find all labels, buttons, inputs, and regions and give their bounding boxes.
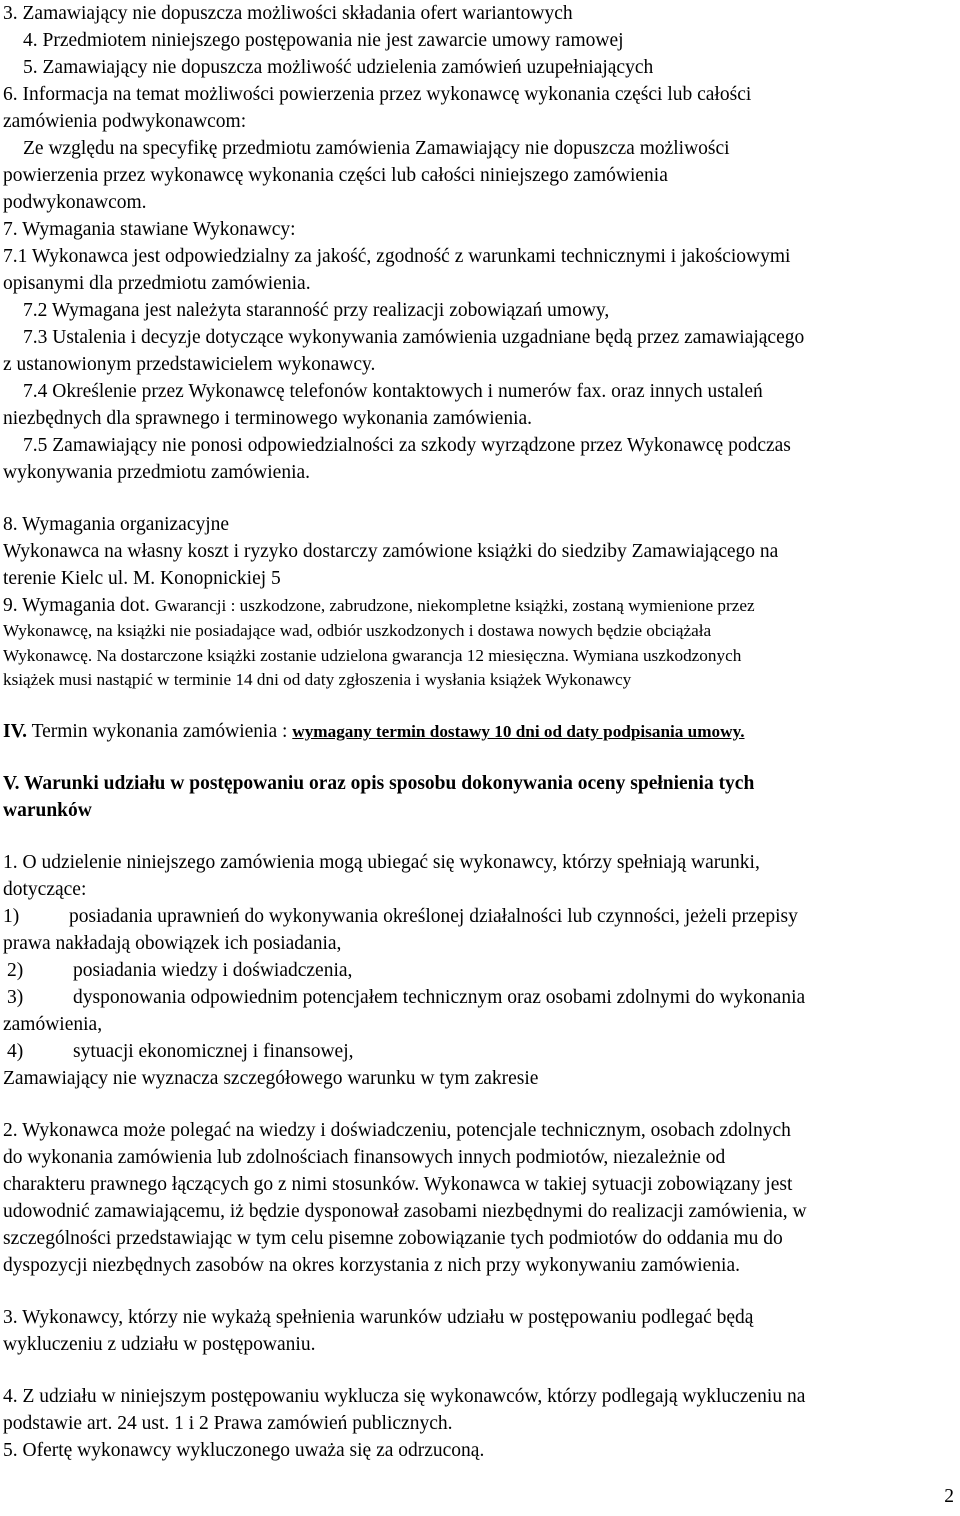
item-9-line-4: książek musi nastąpić w terminie 14 dni od daty zgłoszenia i wysłania książek Wykonawcy — [3, 670, 632, 689]
condition-item-1 — [3, 903, 953, 930]
item-9-lead: 9. Wymagania dot. — [3, 595, 155, 616]
section-v-title-cont: warunków — [3, 799, 92, 821]
item-9-line-3: Wykonawcę. Na dostarczone książki zostanie udzielona gwarancja 12 miesięczna. Wymiana uszkodzonych — [3, 645, 742, 665]
item-6-text-end: podwykonawcom. — [3, 192, 147, 213]
item-7-5-cont: wykonywania przedmiotu zamówienia. — [3, 462, 311, 483]
condition-1-note: Zamawiający nie wyznacza szczegółowego warunku w tym zakresie — [3, 1067, 539, 1089]
item-5: 5. Zamawiający nie dopuszcza możliwość udzielenia zamówień uzupełniających — [23, 57, 654, 78]
condition-item-1-num: 1) — [3, 905, 20, 927]
condition-2-line-3: charakteru prawnego łączących go z nimi stosunków. Wykonawca w takiej sytuacji zobowiązany jest — [3, 1173, 793, 1195]
condition-item-3-text: dysponowania odpowiednim potencjałem technicznym oraz osobami zdolnymi do wykonania — [73, 986, 806, 1008]
condition-1-intro-cont: dotyczące: — [3, 878, 87, 900]
condition-item-1-text: posiadania uprawnień do wykonywania określonej działalności lub czynności, jeżeli przepisy — [69, 905, 798, 927]
item-9-guarantee: Gwarancji : uszkodzone, zabrudzone, niekompletne książki, zostaną wymienione przez — [154, 596, 755, 615]
section-iv-deadline: wymagany termin dostawy 10 dni od daty podpisania umowy. — [292, 721, 745, 741]
condition-item-3 — [3, 984, 953, 1011]
section-iv — [3, 718, 953, 745]
condition-3-line-2: wykluczeniu z udziału w postępowaniu. — [3, 1333, 316, 1355]
item-7-5: 7.5 Zamawiający nie ponosi odpowiedzialności za szkody wyrządzone przez Wykonawcę podczas — [23, 435, 791, 456]
condition-item-2 — [3, 957, 953, 984]
item-8-heading: 8. Wymagania organizacyjne — [3, 514, 230, 535]
condition-4-line-2: podstawie art. 24 ust. 1 i 2 Prawa zamówień publicznych. — [3, 1412, 453, 1434]
section-iv-text: Termin wykonania zamówienia : — [27, 720, 293, 742]
item-7-4-cont: niezbędnych dla sprawnego i terminowego wykonania zamówienia. — [3, 408, 533, 429]
item-6-text-cont: powierzenia przez wykonawcę wykonania części lub całości niniejszego zamówienia — [3, 165, 668, 186]
item-7-3-cont: z ustanowionym przedstawicielem wykonawcy. — [3, 354, 376, 375]
item-6-heading-cont: zamówienia podwykonawcom: — [3, 111, 247, 132]
condition-5: 5. Ofertę wykonawcy wykluczonego uważa się za odrzuconą. — [3, 1439, 485, 1461]
condition-2-line-5: szczególności przedstawiając w tym celu pisemne zobowiązanie tych podmiotów do oddania mu do — [3, 1227, 783, 1249]
condition-item-4-text: sytuacji ekonomicznej i finansowej, — [73, 1040, 354, 1062]
condition-item-2-text: posiadania wiedzy i doświadczenia, — [73, 959, 353, 981]
condition-item-3-num: 3) — [7, 986, 24, 1008]
item-6-heading: 6. Informacja na temat możliwości powierzenia przez wykonawcę wykonania części lub całości — [3, 84, 752, 105]
item-7-1: 7.1 Wykonawca jest odpowiedzialny za jakość, zgodność z warunkami technicznymi i jakościowymi — [3, 246, 791, 267]
item-7-1-cont: opisanymi dla przedmiotu zamówienia. — [3, 273, 311, 294]
section-v-title: V. Warunki udziału w postępowaniu oraz opis sposobu dokonywania oceny spełnienia tych — [3, 772, 755, 794]
condition-3-line-1: 3. Wykonawcy, którzy nie wykażą spełnienia warunków udziału w postępowaniu podlegać będą — [3, 1306, 754, 1328]
condition-item-2-num: 2) — [7, 959, 24, 981]
condition-2-line-1: 2. Wykonawca może polegać na wiedzy i doświadczeniu, potencjale technicznym, osobach zdolnych — [3, 1119, 791, 1141]
item-9-heading — [3, 592, 953, 619]
condition-4-line-1: 4. Z udziału w niniejszym postępowaniu wyklucza się wykonawców, którzy podlegają wykluczeniu na — [3, 1385, 806, 1407]
condition-item-4 — [3, 1038, 953, 1065]
condition-1-intro: 1. O udzielenie niniejszego zamówienia mogą ubiegać się wykonawcy, którzy spełniają warunki, — [3, 851, 760, 873]
document-page — [3, 0, 953, 1464]
condition-2-line-6: dyspozycji niezbędnych zasobów na okres korzystania z nich przy wykonywaniu zamówienia. — [3, 1254, 740, 1276]
item-4: 4. Przedmiotem niniejszego postępowania nie jest zawarcie umowy ramowej — [23, 30, 624, 51]
condition-item-3-cont: zamówienia, — [3, 1013, 103, 1035]
item-3: 3. Zamawiający nie dopuszcza możliwości składania ofert wariantowych — [3, 3, 573, 24]
item-7-3: 7.3 Ustalenia i decyzje dotyczące wykonywania zamówienia uzgadniane będą przez zamawiającego — [23, 327, 805, 348]
item-8-text: Wykonawca na własny koszt i ryzyko dostarczy zamówione książki do siedziby Zamawiającego na — [3, 541, 779, 562]
condition-2-line-2: do wykonania zamówienia lub zdolnościach finansowych innych podmiotów, niezależnie od — [3, 1146, 726, 1168]
item-6-text: Ze względu na specyfikę przedmiotu zamówienia Zamawiający nie dopuszcza możliwości — [23, 138, 730, 159]
condition-item-1-cont: prawa nakładają obowiązek ich posiadania, — [3, 932, 342, 954]
condition-item-4-num: 4) — [7, 1040, 24, 1062]
item-7-2: 7.2 Wymagana jest należyta staranność przy realizacji zobowiązań umowy, — [23, 300, 610, 321]
condition-2-line-4: udowodnić zamawiającemu, iż będzie dysponował zasobami niezbędnymi do realizacji zamówienia, w — [3, 1200, 807, 1222]
item-8-text-cont: terenie Kielc ul. M. Konopnickiej 5 — [3, 568, 281, 589]
page-number: 2 — [944, 1486, 954, 1507]
item-9-line-2: Wykonawcę, na książki nie posiadające wad, odbiór uszkodzonych i dostawa nowych będzie obciążała — [3, 621, 712, 640]
item-7-heading: 7. Wymagania stawiane Wykonawcy: — [3, 219, 296, 240]
item-7-4: 7.4 Określenie przez Wykonawcę telefonów kontaktowych i numerów fax. oraz innych ustaleń — [23, 381, 763, 402]
section-iv-number: IV. — [3, 720, 28, 742]
